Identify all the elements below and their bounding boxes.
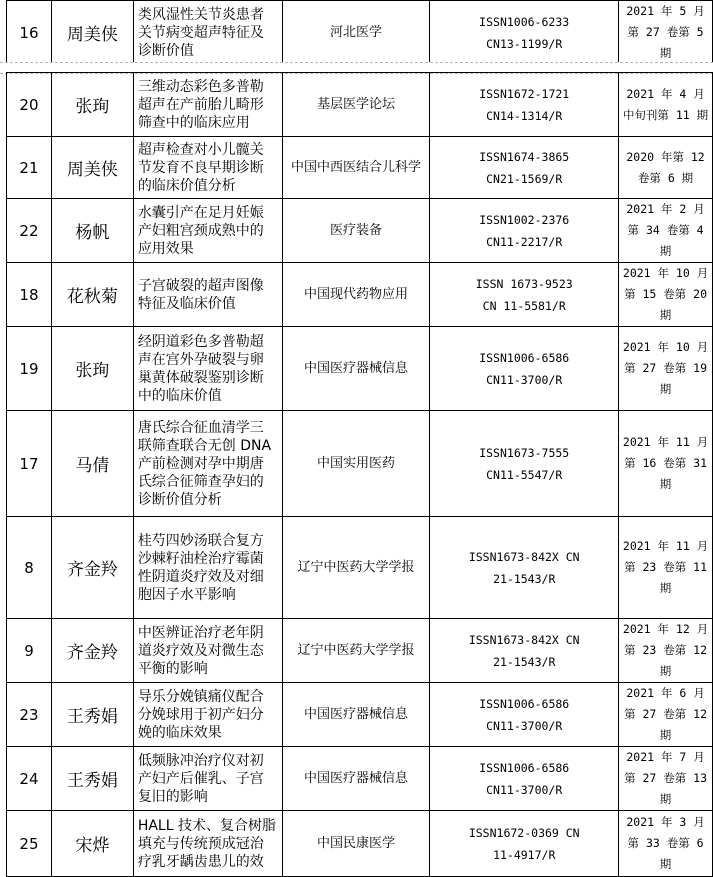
issue-info: 2021 年 3 月第 33 卷第 6 期	[619, 811, 713, 877]
journal-name: 中国医疗器械信息	[282, 327, 430, 411]
author-name: 周美侠	[51, 137, 133, 199]
paper-title: 三维动态彩色多普勒超声在产前胎儿畸形筛查中的临床应用	[133, 73, 282, 137]
journal-name: 中国医疗器械信息	[282, 683, 430, 747]
row-number: 16	[7, 1, 52, 65]
paper-title: 经阴道彩色多普勒超声在宫外孕破裂与卵巢黄体破裂鉴别诊断中的临床价值	[133, 327, 282, 411]
issn-cn-number: ISSN1006-6586 CN11-3700/R	[430, 683, 619, 747]
table-row	[7, 327, 713, 411]
table-row	[7, 137, 713, 199]
issn-cn-number: ISSN1006-6233 CN13-1199/R	[430, 1, 619, 65]
journal-name: 中国现代药物应用	[282, 263, 430, 327]
table-row	[7, 683, 713, 747]
author-name: 张珣	[51, 73, 133, 137]
author-name: 花秋菊	[51, 263, 133, 327]
issn-cn-number: ISSN1674-3865 CN21-1569/R	[430, 137, 619, 199]
journal-name: 中国医疗器械信息	[282, 747, 430, 811]
author-name: 张珣	[51, 327, 133, 411]
author-name: 周美侠	[51, 1, 133, 65]
issue-info: 2021 年 12 月第 23 卷第 12 期	[619, 619, 713, 683]
paper-title: 中医辨证治疗老年阴道炎疗效及对微生态平衡的影响	[133, 619, 282, 683]
journal-name: 辽宁中医药大学学报	[282, 517, 430, 619]
row-number: 25	[7, 811, 52, 877]
issue-info: 2021 年 10 月第 27 卷第 19 期	[619, 327, 713, 411]
row-number: 20	[7, 73, 52, 137]
table-row	[7, 73, 713, 137]
paper-title: 导乐分娩镇痛仪配合分娩球用于初产妇分娩的临床效果	[133, 683, 282, 747]
author-name: 杨帆	[51, 199, 133, 263]
paper-title: 桂芍四妙汤联合复方沙棘籽油栓治疗霉菌性阴道炎疗效及对细胞因子水平影响	[133, 517, 282, 619]
issn-cn-number: ISSN1673-842X CN 21-1543/R	[430, 619, 619, 683]
issn-cn-number: ISSN1673-842X CN 21-1543/R	[430, 517, 619, 619]
journal-name: 中国实用医药	[282, 411, 430, 517]
journal-name: 基层医学论坛	[282, 73, 430, 137]
paper-title: 子宫破裂的超声图像特征及临床价值	[133, 263, 282, 327]
journal-name: 河北医学	[282, 1, 430, 65]
row-number: 8	[7, 517, 52, 619]
journal-name: 医疗装备	[282, 199, 430, 263]
row-number: 24	[7, 747, 52, 811]
issn-cn-number: ISSN1006-6586 CN11-3700/R	[430, 327, 619, 411]
row-number: 18	[7, 263, 52, 327]
issue-info: 2021 年 5 月第 27 卷第 5 期	[619, 1, 713, 65]
table-row	[7, 619, 713, 683]
table-row	[7, 811, 713, 877]
issn-cn-number: ISSN 1673-9523 CN 11-5581/R	[430, 263, 619, 327]
issue-info: 2021 年 7 月第 27 卷第 13 期	[619, 747, 713, 811]
issue-info: 2021 年 11 月第 23 卷第 11 期	[619, 517, 713, 619]
author-name: 马倩	[51, 411, 133, 517]
author-name: 齐金羚	[51, 517, 133, 619]
issue-info: 2020 年第 12 卷第 6 期	[619, 137, 713, 199]
journal-name: 中国民康医学	[282, 811, 430, 877]
table-row	[7, 747, 713, 811]
row-number: 21	[7, 137, 52, 199]
issue-info: 2021 年 10 月第 15 卷第 20 期	[619, 263, 713, 327]
issn-cn-number: ISSN1673-7555 CN11-5547/R	[430, 411, 619, 517]
issue-info: 2021 年 11 月第 16 卷第 31 期	[619, 411, 713, 517]
journal-name: 辽宁中医药大学学报	[282, 619, 430, 683]
paper-title: HALL 技术、复合树脂填充与传统预成冠治疗乳牙龋齿患儿的效	[133, 811, 282, 877]
table-row	[7, 199, 713, 263]
table-row	[7, 1, 713, 65]
issn-cn-number: ISSN1002-2376 CN11-2217/R	[430, 199, 619, 263]
table-row	[7, 411, 713, 517]
publication-table-top	[6, 0, 713, 65]
issn-cn-number: ISSN1006-6586 CN11-3700/R	[430, 747, 619, 811]
issue-info: 2021 年 6 月第 27 卷第 12 期	[619, 683, 713, 747]
row-number: 23	[7, 683, 52, 747]
paper-title: 低频脉冲治疗仪对初产妇产后催乳、子宫复旧的影响	[133, 747, 282, 811]
paper-title: 水囊引产在足月妊娠产妇粗宫颈成熟中的应用效果	[133, 199, 282, 263]
author-name: 宋烨	[51, 811, 133, 877]
row-number: 9	[7, 619, 52, 683]
issue-info: 2021 年 4 月中旬刊第 11 期	[619, 73, 713, 137]
publication-table	[6, 72, 713, 877]
issn-cn-number: ISSN1672-1721 CN14-1314/R	[430, 73, 619, 137]
row-number: 22	[7, 199, 52, 263]
paper-title: 类风湿性关节炎患者关节病变超声特征及诊断价值	[133, 1, 282, 65]
row-number: 19	[7, 327, 52, 411]
paper-title: 超声检查对小儿髋关节发育不良早期诊断的临床价值分析	[133, 137, 282, 199]
table-row	[7, 263, 713, 327]
issue-info: 2021 年 2 月第 34 卷第 4 期	[619, 199, 713, 263]
row-number: 17	[7, 411, 52, 517]
author-name: 王秀娟	[51, 683, 133, 747]
author-name: 齐金羚	[51, 619, 133, 683]
table-row	[7, 517, 713, 619]
journal-name: 中国中西医结合儿科学	[282, 137, 430, 199]
issn-cn-number: ISSN1672-0369 CN 11-4917/R	[430, 811, 619, 877]
paper-title: 唐氏综合征血清学三联筛查联合无创 DNA 产前检测对孕中期唐氏综合征筛查孕妇的诊断价值分析	[133, 411, 282, 517]
author-name: 王秀娟	[51, 747, 133, 811]
